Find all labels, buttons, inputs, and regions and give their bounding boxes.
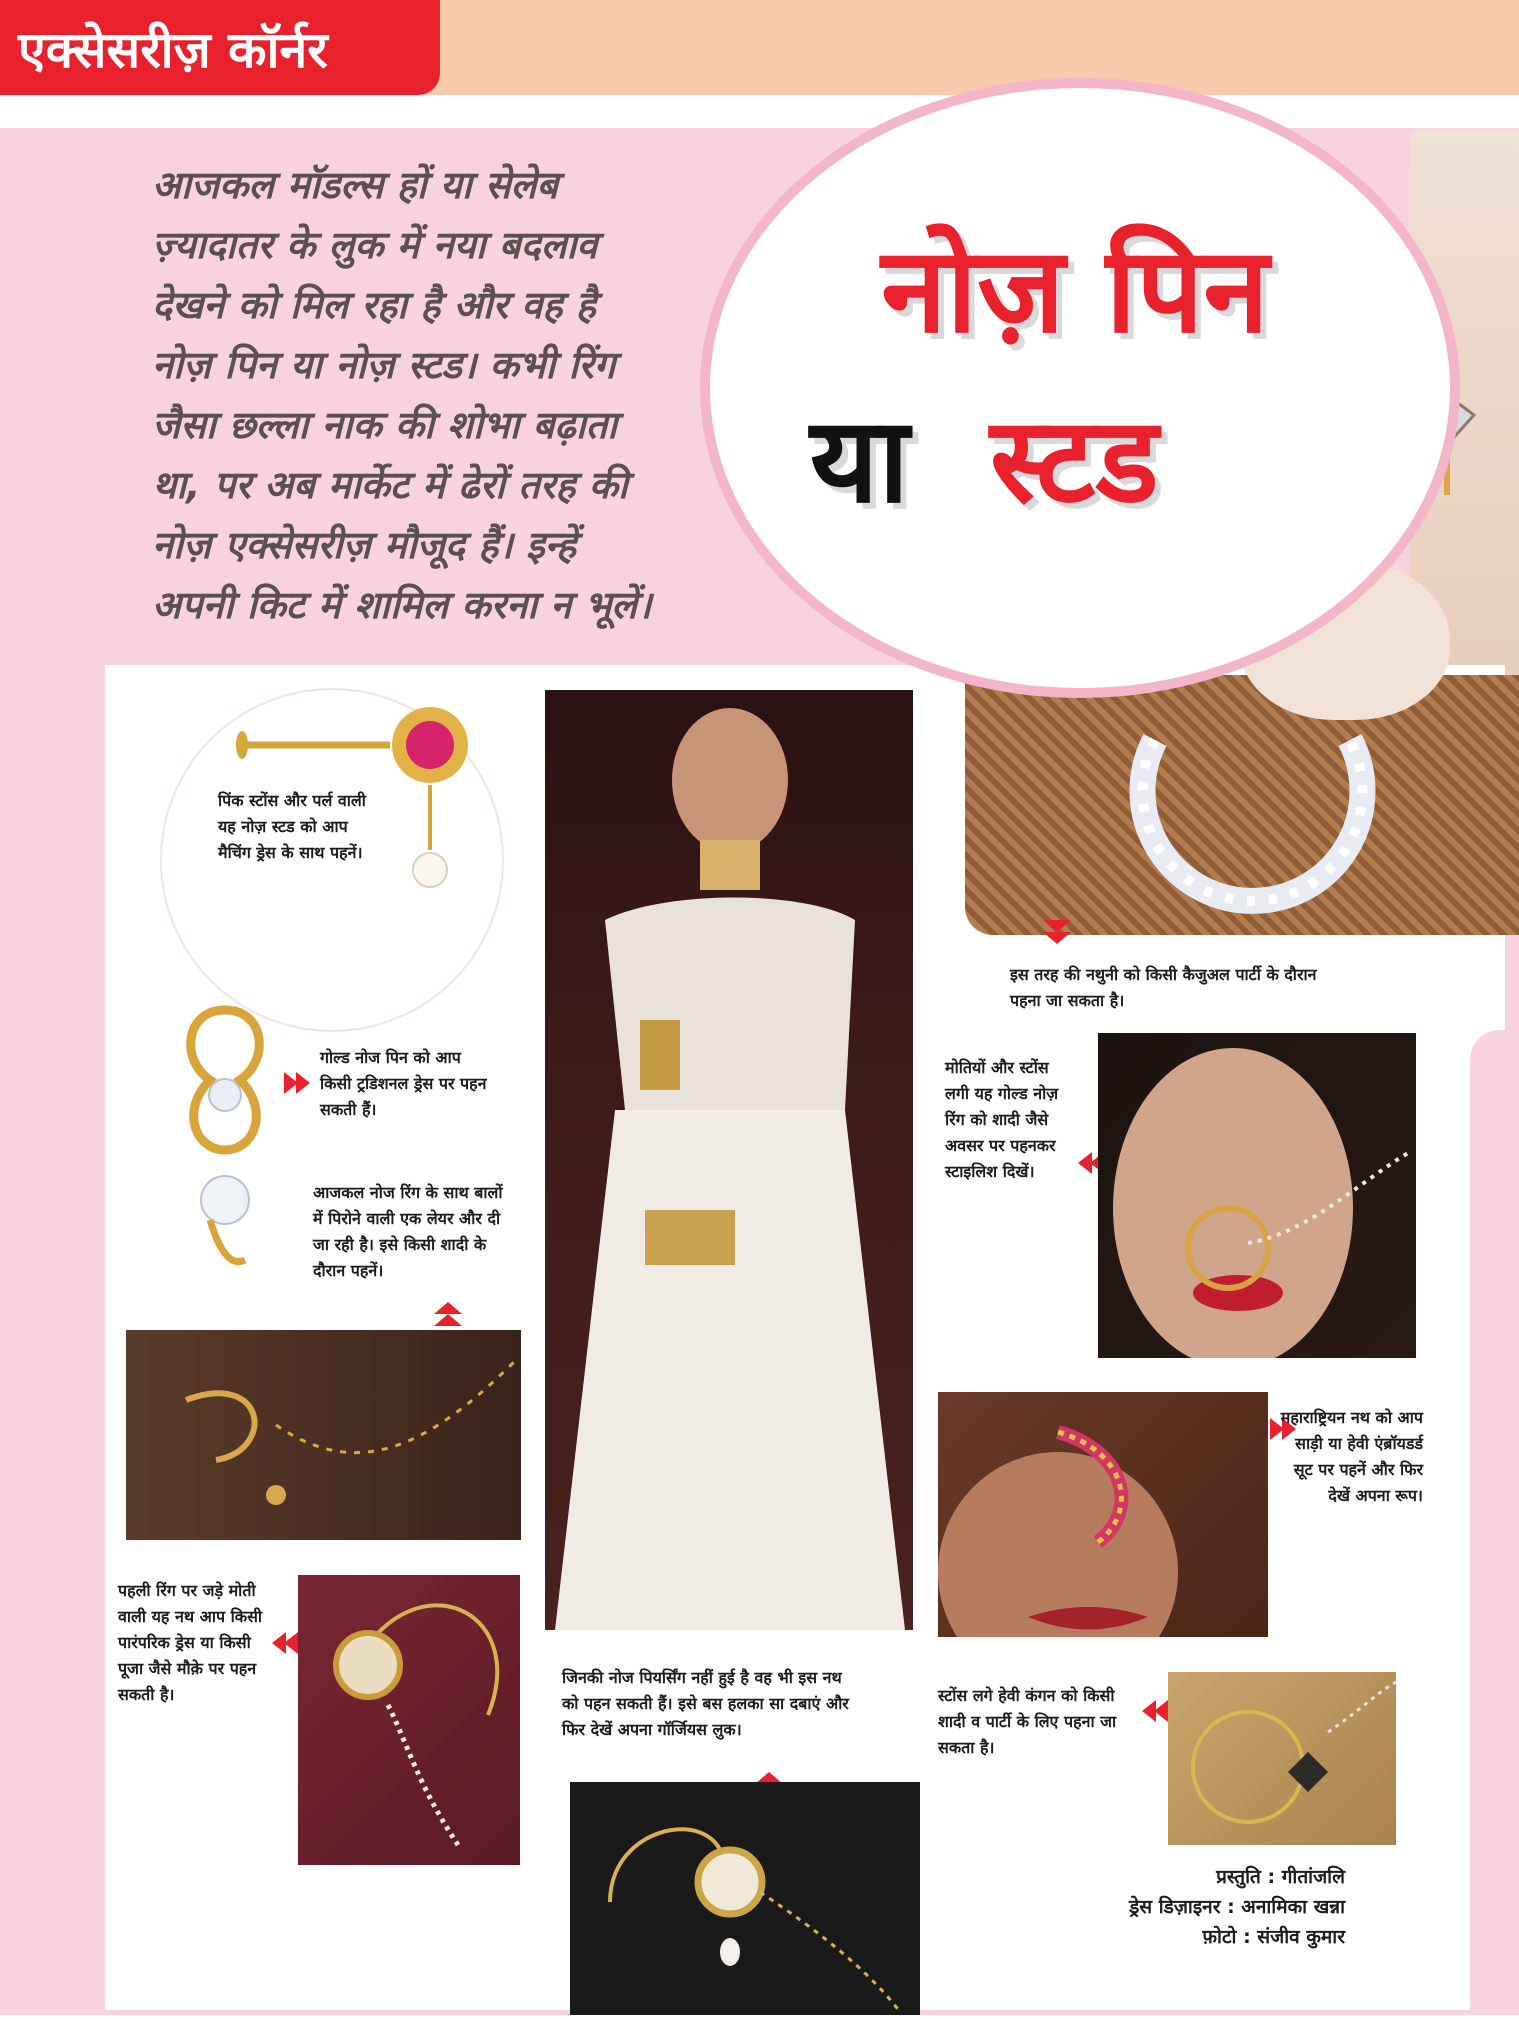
kundan-nath-photo (570, 1782, 920, 2015)
intro-line: था, पर अब मार्केट में ढेरों तरह की (152, 463, 628, 507)
section-tab (0, 0, 440, 95)
arrow-right-icon (296, 1072, 310, 1094)
model-drawing (545, 690, 913, 1630)
side-strip (1470, 1030, 1519, 2015)
maharashtrian-nath-photo (938, 1392, 1268, 1637)
clip-nose-ring-image (1115, 710, 1395, 930)
caption-pearl-nath: पहली रिंग पर जड़े मोती वाली यह नथ आप किसी पारंपरिक ड्रेस या किसी पूजा जैसे मौक़े पर पहन सकती है। (118, 1581, 263, 1704)
intro-line: आजकल मॉडल्स हों या सेलेब (152, 163, 559, 207)
arrow-left-icon (284, 1632, 298, 1654)
intro-line: नोज़ एक्सेसरीज़ मौजूद हैं। इन्हें (152, 523, 577, 567)
gold-nose-pin-image (170, 1000, 280, 1280)
pearl-nath-photo (298, 1575, 520, 1865)
intro-line: नोज़ पिन या नोज़ स्टड। कभी रिंग (152, 343, 616, 387)
intro-line: ज़्यादातर के लुक में नया बदलाव (152, 223, 598, 267)
caption-pink-stud: पिंक स्टोंस और पर्ल वाली यह नोज़ स्टड को आप मैचिंग ड्रेस के साथ पहनें। (218, 791, 366, 862)
kundan-nath-drawing (570, 1782, 920, 2015)
caption-gold-pin: गोल्ड नोज पिन को आप किसी ट्रडिशनल ड्रेस पर पहन सकती हैं। (320, 1048, 487, 1119)
caption-clip-ring: जिनकी नोज पियर्सिंग नहीं हुई है वह भी इस नथ को पहन सकती हैं। इसे बस हलका सा दबाएं और फिर देखें अपना गॉर्जियस लुक। (562, 1668, 849, 1739)
arrow-up-icon (434, 1314, 462, 1326)
page-title-conjunction: या (810, 391, 910, 529)
arrow-left-icon (1154, 1700, 1168, 1722)
credits (1000, 1862, 1345, 1952)
section-label: एक्सेसरीज़ कॉर्नर (18, 21, 328, 79)
caption-heavy-kangan: स्टोंस लगे हेवी कंगन को किसी शादी व पार्टी के लिए पहना जा सकता है। (938, 1686, 1117, 1757)
credit-photo: फ़ोटो : संजीव कुमार (1202, 1926, 1345, 1948)
pearl-ring-photo (1098, 1033, 1416, 1358)
model-photo (545, 690, 913, 1630)
caption-chain-ring: आजकल नोज रिंग के साथ बालों में पिरोने वाली एक लेयर और दी जा रही है। इसे किसी शादी के दौरान पहनें। (313, 1183, 503, 1280)
heavy-nath-photo (1168, 1672, 1396, 1845)
caption-pearl-gold-ring: मोतियों और स्टोंस लगी यह गोल्ड नोज़ रिंग को शादी जैसे अवसर पर पहनकर स्टाइलिश दिखें। (945, 1058, 1059, 1181)
intro-line: जैसा छल्ला नाक की शोभा बढ़ाता (152, 403, 618, 447)
caption-maharashtrian: महाराष्ट्रियन नथ को आप साड़ी या हेवी एंब्रॉयडर्ड सूट पर पहनें और फिर देखें अपना रूप। (1280, 1408, 1423, 1505)
pearl-nath-drawing (298, 1575, 520, 1865)
heavy-nath-drawing (1168, 1672, 1396, 1845)
page-title-line2: स्टड (990, 391, 1159, 529)
intro-line: देखने को मिल रहा है और वह है (152, 283, 596, 327)
arrow-down-icon (1043, 920, 1071, 932)
chain-ring-photo (126, 1330, 521, 1540)
arrow-up-icon (434, 1302, 462, 1314)
intro-text (152, 155, 712, 635)
woman-face-drawing (1098, 1033, 1416, 1358)
chain-ring-drawing (126, 1330, 521, 1540)
caption-casual-nathuni: इस तरह की नथुनी को किसी कैजुअल पार्टी के दौरान पहना जा सकता है। (1010, 965, 1317, 1010)
credit-designer: ड्रेस डिज़ाइनर : अनामिका खन्ना (1129, 1896, 1345, 1918)
page-title-line1: नोज़ पिन (881, 221, 1269, 359)
maharashtrian-drawing (938, 1392, 1268, 1637)
intro-line: अपनी किट में शामिल करना न भूलें। (152, 583, 652, 627)
arrow-down-icon (1043, 932, 1071, 944)
credit-presented: प्रस्तुति : गीतांजलि (1216, 1866, 1345, 1888)
